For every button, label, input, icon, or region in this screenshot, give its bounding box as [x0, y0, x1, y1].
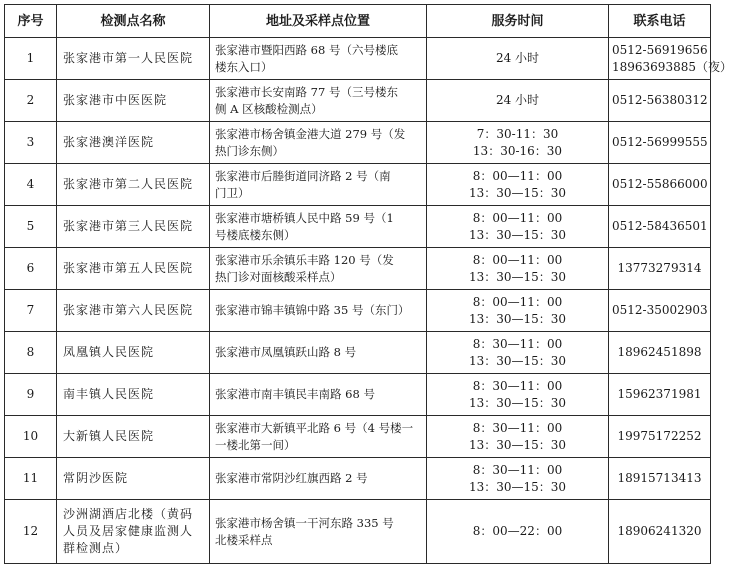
header-no: 序号 — [5, 5, 57, 38]
cell-phone — [609, 332, 711, 374]
cell-hours — [427, 290, 609, 332]
phone-line: 18963693885（夜） — [612, 59, 732, 74]
cell-no: 7 — [5, 290, 57, 332]
cell-phone — [609, 80, 711, 122]
cell-name: 大新镇人民医院 — [57, 416, 210, 458]
cell-address — [210, 332, 427, 374]
address-line: 张家港市南丰镇民丰南路 68 号 — [215, 387, 375, 401]
cell-name — [57, 500, 210, 564]
phone-line: 0512-56380312 — [612, 93, 708, 107]
cell-address — [210, 374, 427, 416]
address-line: 北楼采样点 — [215, 532, 273, 547]
cell-no: 9 — [5, 374, 57, 416]
cell-no: 1 — [5, 38, 57, 80]
hours-line: 8：00—11：00 — [472, 294, 563, 309]
cell-no: 11 — [5, 458, 57, 500]
cell-address — [210, 248, 427, 290]
hours-line: 13：30—15：30 — [468, 353, 567, 368]
cell-phone — [609, 38, 732, 80]
cell-hours — [427, 416, 609, 458]
header-phone: 联系电话 — [609, 5, 711, 38]
hours-line: 13：30—15：30 — [468, 311, 567, 326]
hours-line: 7：30-11：30 — [476, 126, 559, 141]
table-row — [5, 290, 711, 332]
cell-hours — [427, 122, 609, 164]
table-row — [5, 248, 711, 290]
cell-address — [210, 80, 427, 122]
phone-line: 0512-35002903 — [612, 303, 708, 317]
cell-no: 8 — [5, 332, 57, 374]
cell-phone — [609, 122, 711, 164]
name-line: 沙洲湖酒店北楼（黄码 — [63, 507, 194, 521]
cell-no: 6 — [5, 248, 57, 290]
table-row — [5, 458, 711, 500]
cell-name: 张家港市第二人民医院 — [57, 164, 210, 206]
table-row — [5, 80, 711, 122]
cell-address — [210, 290, 427, 332]
address-line: 张家港市大新镇平北路 6 号（4 号楼一 — [215, 420, 414, 435]
name-line: 群检测点） — [63, 541, 129, 555]
hours-line: 13：30—15：30 — [468, 185, 567, 200]
cell-hours — [427, 38, 609, 80]
phone-line: 13773279314 — [617, 261, 702, 275]
address-line: 门卫） — [215, 185, 250, 200]
cell-address — [210, 500, 427, 564]
address-line: 张家港市杨舍镇一干河东路 335 号 — [215, 515, 394, 530]
hours-line: 8：00—22：00 — [472, 524, 563, 538]
phone-line: 18915713413 — [617, 471, 702, 485]
hours-line: 8：00—11：00 — [472, 168, 563, 183]
cell-name: 张家港市第一人民医院 — [57, 38, 210, 80]
address-line: 侧 A 区核酸检测点） — [215, 101, 323, 116]
cell-no: 2 — [5, 80, 57, 122]
header-row — [5, 5, 711, 38]
address-line: 张家港市乐余镇乐丰路 120 号（发 — [215, 252, 394, 267]
cell-phone — [609, 416, 711, 458]
cell-address — [210, 458, 427, 500]
header-name: 检测点名称 — [57, 5, 210, 38]
phone-line: 0512-55866000 — [612, 177, 708, 191]
cell-phone — [609, 206, 711, 248]
table-row — [5, 332, 711, 374]
cell-hours — [427, 164, 609, 206]
address-line: 楼东入口） — [215, 59, 273, 74]
name-line: 人员及居家健康监测人 — [63, 524, 194, 538]
cell-hours — [427, 500, 609, 564]
cell-name: 张家港澳洋医院 — [57, 122, 210, 164]
address-line: 张家港市杨舍镇金港大道 279 号（发 — [215, 126, 406, 141]
header-hours: 服务时间 — [427, 5, 609, 38]
table-row — [5, 374, 711, 416]
table-row — [5, 416, 711, 458]
hours-line: 13：30—15：30 — [468, 395, 567, 410]
address-line: 号楼底楼东侧） — [215, 227, 296, 242]
cell-address — [210, 206, 427, 248]
address-line: 张家港市后塍街道同济路 2 号（南 — [215, 168, 391, 183]
cell-phone — [609, 500, 711, 564]
phone-line: 19975172252 — [617, 429, 702, 443]
cell-address — [210, 416, 427, 458]
phone-line: 0512-56919656 — [612, 42, 708, 57]
hours-line: 13：30—15：30 — [468, 437, 567, 452]
table-row — [5, 500, 711, 564]
phone-line: 0512-58436501 — [612, 219, 708, 233]
address-line: 张家港市长安南路 77 号（三号楼东 — [215, 84, 398, 99]
phone-line: 18906241320 — [617, 524, 702, 538]
hours-line: 8：00—11：00 — [472, 210, 563, 225]
hours-line: 24 小时 — [495, 93, 540, 107]
cell-hours — [427, 458, 609, 500]
cell-hours — [427, 332, 609, 374]
cell-address — [210, 122, 427, 164]
cell-phone — [609, 290, 711, 332]
cell-address — [210, 164, 427, 206]
cell-name: 张家港市第三人民医院 — [57, 206, 210, 248]
cell-no: 12 — [5, 500, 57, 564]
hours-line: 13：30—15：30 — [468, 479, 567, 494]
header-address: 地址及采样点位置 — [210, 5, 427, 38]
cell-name: 常阴沙医院 — [57, 458, 210, 500]
hours-line: 13：30-16：30 — [472, 143, 563, 158]
cell-phone — [609, 374, 711, 416]
cell-hours — [427, 80, 609, 122]
cell-no: 10 — [5, 416, 57, 458]
phone-line: 15962371981 — [617, 387, 702, 401]
phone-line: 0512-56999555 — [612, 135, 708, 149]
hours-line: 8：30—11：00 — [472, 462, 563, 477]
testing-sites-table — [4, 4, 732, 564]
address-line: 一楼北第一间） — [215, 437, 296, 452]
hours-line: 8：30—11：00 — [472, 420, 563, 435]
cell-no: 5 — [5, 206, 57, 248]
hours-line: 8：00—11：00 — [472, 252, 563, 267]
phone-line: 18962451898 — [617, 345, 702, 359]
cell-name: 张家港市第五人民医院 — [57, 248, 210, 290]
cell-name: 南丰镇人民医院 — [57, 374, 210, 416]
address-line: 热门诊对面核酸采样点） — [215, 269, 342, 284]
hours-line: 13：30—15：30 — [468, 227, 567, 242]
table-body — [5, 38, 732, 564]
cell-phone — [609, 458, 711, 500]
address-line: 张家港市锦丰镇锦中路 35 号（东门） — [215, 303, 410, 317]
address-line: 热门诊东侧） — [215, 143, 284, 158]
cell-hours — [427, 248, 609, 290]
hours-line: 13：30—15：30 — [468, 269, 567, 284]
cell-address — [210, 38, 427, 80]
cell-hours — [427, 206, 609, 248]
cell-phone — [609, 164, 711, 206]
table-row — [5, 164, 711, 206]
address-line: 张家港市暨阳西路 68 号（六号楼底 — [215, 42, 398, 57]
table-row — [5, 38, 711, 80]
address-line: 张家港市凤凰镇跃山路 8 号 — [215, 345, 357, 359]
hours-line: 8：30—11：00 — [472, 336, 563, 351]
hours-line: 8：30—11：00 — [472, 378, 563, 393]
cell-name: 张家港市第六人民医院 — [57, 290, 210, 332]
cell-hours — [427, 374, 609, 416]
cell-no: 4 — [5, 164, 57, 206]
table-row — [5, 122, 711, 164]
cell-phone — [609, 248, 711, 290]
cell-no: 3 — [5, 122, 57, 164]
address-line: 张家港市塘桥镇人民中路 59 号（1 — [215, 210, 394, 225]
cell-name: 凤凰镇人民医院 — [57, 332, 210, 374]
hours-line: 24 小时 — [495, 51, 540, 65]
table-row — [5, 206, 711, 248]
cell-name: 张家港市中医医院 — [57, 80, 210, 122]
page-wrapper — [4, 4, 732, 564]
address-line: 张家港市常阴沙红旗西路 2 号 — [215, 471, 368, 485]
